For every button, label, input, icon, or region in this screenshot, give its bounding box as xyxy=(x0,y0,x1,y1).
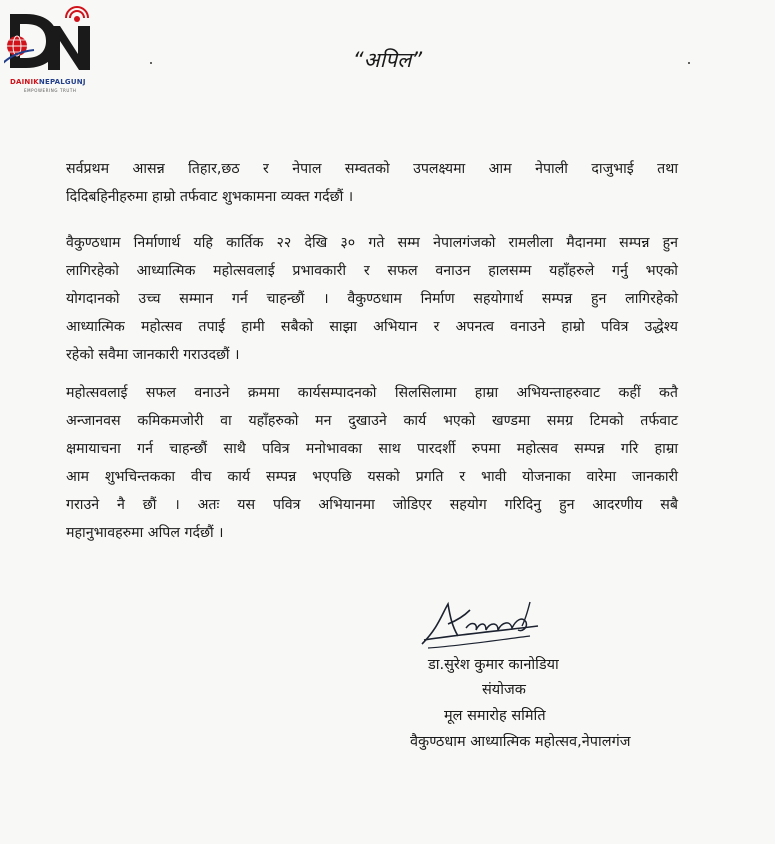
paragraph-greeting xyxy=(66,155,678,211)
text-line: योगदानको उच्च सम्मान गर्न चाहन्छौं । वैकुण्ठधाम निर्माण सहयोगार्थ सम्पन्न हुन लागिरहेको xyxy=(66,291,678,307)
paragraph-festival xyxy=(66,229,678,369)
text-line: लागिरहेको आध्यात्मिक महोत्सवलाई प्रभावकारी र सफल वनाउन हालसम्म यहाँहरुले गर्नु भएको xyxy=(66,263,678,279)
signatory-organization: वैकुण्ठधाम आध्यात्मिक महोत्सव,नेपालगंज xyxy=(410,734,631,750)
scan-speck xyxy=(688,62,690,64)
logo-tagline: EMPOWERING TRUTH xyxy=(24,88,77,93)
letter-title: “अपिल” xyxy=(352,48,423,72)
signatory-committee: मूल समारोह समिति xyxy=(444,708,546,724)
scan-speck xyxy=(150,62,152,64)
text-line: क्षमायाचना गर्न चाहन्छौं साथै पवित्र मनोभावका साथ पारदर्शी रुपमा महोत्सव सम्पन्न गरि हाम्रा xyxy=(66,441,678,457)
handwritten-signature xyxy=(418,596,546,654)
paragraph-appeal xyxy=(66,379,678,547)
text-line: रहेको सवैमा जानकारी गराउदछौं । xyxy=(66,347,240,363)
logo-wordmark: DAINIKNEPALGUNJ xyxy=(10,78,86,86)
text-line: आम शुभचिन्तकका वीच कार्य सम्पन्न भएपछि यसको प्रगति र भावी योजनाका वारेमा जानकारी xyxy=(66,469,678,485)
text-line: दिदिबहिनीहरुमा हाम्रो तर्फवाट शुभकामना व्यक्त गर्दछौं । xyxy=(66,189,354,205)
text-line: महोत्सवलाई सफल वनाउने क्रममा कार्यसम्पादनको सिलसिलामा हाम्रा अभियन्ताहरुवाट कहीं कतै xyxy=(66,385,678,401)
signatory-name: डा.सुरेश कुमार कानोडिया xyxy=(428,657,559,673)
text-line: आध्यात्मिक महोत्सव तपाई हामी सबैको साझा अभियान र अपनत्व वनाउने हाम्रो पवित्र उद्धेश्य xyxy=(66,319,678,335)
text-line: वैकुण्ठधाम निर्माणार्थ यहि कार्तिक २२ देखि ३० गते सम्म नेपालगंजको रामलीला मैदानमा सम्पन्न हुन xyxy=(66,235,678,251)
text-line: महानुभावहरुमा अपिल गर्दछौं । xyxy=(66,525,224,541)
text-line: सर्वप्रथम आसन्न तिहार,छठ र नेपाल सम्वतको उपलक्ष्यमा आम नेपाली दाजुभाई तथा xyxy=(66,161,678,177)
signatory-role: संयोजक xyxy=(482,682,526,698)
text-line: गराउने नै छौं । अतः यस पवित्र अभियानमा जोडिएर सहयोग गरिदिनु हुन आदरणीय सबै xyxy=(66,497,678,513)
text-line: अन्जानवस कमिकमजोरी वा यहाँहरुको मन दुखाउने कार्य भएको खण्डमा समग्र टिमको तर्फवाट xyxy=(66,413,678,429)
